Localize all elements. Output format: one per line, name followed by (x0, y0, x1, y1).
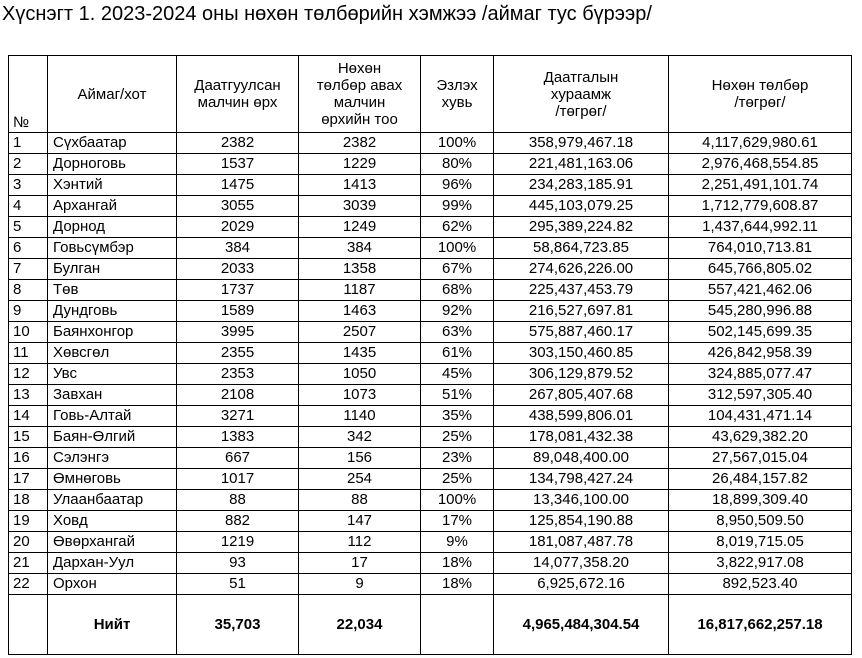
cell-premium: 234,283,185.91 (494, 175, 669, 196)
table-row (9, 280, 852, 301)
cell-claim: 156 (299, 448, 421, 469)
cell-premium: 178,081,432.38 (494, 427, 669, 448)
cell-premium: 13,346,100.00 (494, 490, 669, 511)
cell-number: 4 (9, 196, 48, 217)
cell-claim: 147 (299, 511, 421, 532)
cell-premium: 445,103,079.25 (494, 196, 669, 217)
cell-insured: 2382 (177, 133, 299, 154)
compensation-table (8, 55, 852, 655)
cell-share: 18% (421, 574, 494, 595)
cell-claim: 2382 (299, 133, 421, 154)
cell-share: 45% (421, 364, 494, 385)
cell-claim: 1229 (299, 154, 421, 175)
cell-payout: 426,842,958.39 (669, 343, 852, 364)
cell-claim: 1140 (299, 406, 421, 427)
cell-aimag: Баянхонгор (48, 322, 177, 343)
header-line: Даатгалын (543, 68, 619, 86)
table-row (9, 448, 852, 469)
header-line: өрхийн тоо (321, 111, 398, 128)
cell-aimag: Дундговь (48, 301, 177, 322)
cell-aimag: Увс (48, 364, 177, 385)
cell-claim: 384 (299, 238, 421, 259)
cell-payout: 502,145,699.35 (669, 322, 852, 343)
cell-number: 6 (9, 238, 48, 259)
header-line: төлбөр авах (316, 77, 403, 94)
cell-payout: 892,523.40 (669, 574, 852, 595)
header-line: хураамж (550, 85, 612, 103)
cell-claim: 1050 (299, 364, 421, 385)
cell-insured: 2029 (177, 217, 299, 238)
cell-claim: 254 (299, 469, 421, 490)
cell-aimag: Баян-Өлгий (48, 427, 177, 448)
cell-number: 20 (9, 532, 48, 553)
cell-premium: 6,925,672.16 (494, 574, 669, 595)
cell-insured: 2108 (177, 385, 299, 406)
header-line: Даатгуулсан (194, 77, 281, 94)
cell-claim: 17 (299, 553, 421, 574)
cell-aimag: Өвөрхангай (48, 532, 177, 553)
cell-premium: 295,389,224.82 (494, 217, 669, 238)
col-header-aimag: Аймаг/хот (48, 56, 177, 133)
cell-share: 67% (421, 259, 494, 280)
table-row (9, 343, 852, 364)
cell-premium: 267,805,407.68 (494, 385, 669, 406)
cell-claim: 9 (299, 574, 421, 595)
cell-number-empty (9, 595, 48, 655)
cell-share: 18% (421, 553, 494, 574)
table-row (9, 154, 852, 175)
cell-aimag: Төв (48, 280, 177, 301)
table-row (9, 196, 852, 217)
header-line: /төгрөг/ (555, 102, 607, 120)
cell-aimag: Завхан (48, 385, 177, 406)
cell-premium: 274,626,226.00 (494, 259, 669, 280)
table-row (9, 574, 852, 595)
cell-premium: 14,077,358.20 (494, 553, 669, 574)
cell-aimag: Дорноговь (48, 154, 177, 175)
cell-share: 9% (421, 532, 494, 553)
col-header-insured-households (177, 56, 299, 133)
cell-claim: 1413 (299, 175, 421, 196)
cell-insured: 3995 (177, 322, 299, 343)
cell-share: 100% (421, 238, 494, 259)
table-row (9, 238, 852, 259)
table-body (9, 133, 852, 595)
cell-claim: 1358 (299, 259, 421, 280)
table-row (9, 133, 852, 154)
table-row (9, 427, 852, 448)
cell-share: 25% (421, 469, 494, 490)
total-premium: 4,965,484,304.54 (494, 595, 669, 655)
cell-claim: 1249 (299, 217, 421, 238)
cell-aimag: Сэлэнгэ (48, 448, 177, 469)
cell-premium: 181,087,487.78 (494, 532, 669, 553)
table-row (9, 364, 852, 385)
cell-number: 1 (9, 133, 48, 154)
total-claim: 22,034 (299, 595, 421, 655)
cell-premium: 125,854,190.88 (494, 511, 669, 532)
cell-payout: 545,280,996.88 (669, 301, 852, 322)
cell-payout: 8,950,509.50 (669, 511, 852, 532)
cell-premium: 134,798,427.24 (494, 469, 669, 490)
total-label: Нийт (48, 595, 177, 655)
cell-aimag: Хөвсгөл (48, 343, 177, 364)
cell-share: 62% (421, 217, 494, 238)
cell-share: 96% (421, 175, 494, 196)
cell-claim: 1435 (299, 343, 421, 364)
header-line: малчин (333, 94, 386, 111)
cell-share: 100% (421, 133, 494, 154)
col-header-share (421, 56, 494, 133)
cell-claim: 342 (299, 427, 421, 448)
cell-insured: 2355 (177, 343, 299, 364)
cell-insured: 93 (177, 553, 299, 574)
cell-number: 18 (9, 490, 48, 511)
cell-number: 11 (9, 343, 48, 364)
col-header-claim-households (299, 56, 421, 133)
table-row (9, 259, 852, 280)
cell-share: 80% (421, 154, 494, 175)
cell-payout: 4,117,629,980.61 (669, 133, 852, 154)
table-caption: Хүснэгт 1. 2023-2024 оны нөхөн төлбөрийн хэмжээ /аймаг тус бүрээр/ (2, 3, 652, 25)
cell-aimag: Хэнтий (48, 175, 177, 196)
header-line: Нөхөн төлбөр (711, 77, 809, 94)
cell-share: 68% (421, 280, 494, 301)
cell-premium: 303,150,460.85 (494, 343, 669, 364)
cell-claim: 1073 (299, 385, 421, 406)
cell-premium: 221,481,163.06 (494, 154, 669, 175)
cell-number: 12 (9, 364, 48, 385)
total-row (9, 595, 852, 655)
table-row (9, 406, 852, 427)
header-line: малчин өрх (197, 94, 278, 111)
cell-payout: 324,885,077.47 (669, 364, 852, 385)
cell-insured: 1219 (177, 532, 299, 553)
cell-insured: 1589 (177, 301, 299, 322)
cell-insured: 3271 (177, 406, 299, 427)
cell-share: 92% (421, 301, 494, 322)
cell-aimag: Сүхбаатар (48, 133, 177, 154)
col-header-payout (669, 56, 852, 133)
cell-insured: 3055 (177, 196, 299, 217)
cell-aimag: Дорнод (48, 217, 177, 238)
cell-number: 3 (9, 175, 48, 196)
cell-number: 14 (9, 406, 48, 427)
header-line: хувь (441, 94, 473, 111)
cell-claim: 3039 (299, 196, 421, 217)
cell-number: 7 (9, 259, 48, 280)
cell-number: 8 (9, 280, 48, 301)
table-row (9, 553, 852, 574)
cell-payout: 557,421,462.06 (669, 280, 852, 301)
cell-insured: 882 (177, 511, 299, 532)
cell-payout: 312,597,305.40 (669, 385, 852, 406)
cell-insured: 1475 (177, 175, 299, 196)
cell-aimag: Говьсүмбэр (48, 238, 177, 259)
cell-number: 16 (9, 448, 48, 469)
table-row (9, 301, 852, 322)
cell-premium: 306,129,879.52 (494, 364, 669, 385)
cell-number: 13 (9, 385, 48, 406)
cell-share: 17% (421, 511, 494, 532)
cell-aimag: Ховд (48, 511, 177, 532)
header-line: Эзлэх (436, 77, 478, 94)
cell-premium: 438,599,806.01 (494, 406, 669, 427)
cell-share: 63% (421, 322, 494, 343)
cell-share: 51% (421, 385, 494, 406)
cell-number: 5 (9, 217, 48, 238)
table-row (9, 175, 852, 196)
total-share (421, 595, 494, 655)
cell-insured: 667 (177, 448, 299, 469)
cell-insured: 88 (177, 490, 299, 511)
cell-payout: 2,251,491,101.74 (669, 175, 852, 196)
cell-aimag: Дархан-Уул (48, 553, 177, 574)
cell-payout: 26,484,157.82 (669, 469, 852, 490)
cell-payout: 43,629,382.20 (669, 427, 852, 448)
table-row (9, 469, 852, 490)
cell-number: 19 (9, 511, 48, 532)
table-row (9, 322, 852, 343)
cell-claim: 112 (299, 532, 421, 553)
cell-share: 35% (421, 406, 494, 427)
cell-premium: 225,437,453.79 (494, 280, 669, 301)
cell-payout: 8,019,715.05 (669, 532, 852, 553)
table-row (9, 217, 852, 238)
cell-claim: 1463 (299, 301, 421, 322)
header-line: /төгрөг/ (734, 94, 786, 111)
cell-insured: 1017 (177, 469, 299, 490)
cell-premium: 58,864,723.85 (494, 238, 669, 259)
cell-share: 23% (421, 448, 494, 469)
table-row (9, 511, 852, 532)
cell-premium: 89,048,400.00 (494, 448, 669, 469)
cell-aimag: Орхон (48, 574, 177, 595)
cell-payout: 104,431,471.14 (669, 406, 852, 427)
cell-insured: 1737 (177, 280, 299, 301)
cell-number: 22 (9, 574, 48, 595)
cell-payout: 2,976,468,554.85 (669, 154, 852, 175)
cell-premium: 358,979,467.18 (494, 133, 669, 154)
cell-insured: 1383 (177, 427, 299, 448)
cell-premium: 575,887,460.17 (494, 322, 669, 343)
cell-insured: 51 (177, 574, 299, 595)
cell-number: 17 (9, 469, 48, 490)
cell-payout: 1,437,644,992.11 (669, 217, 852, 238)
cell-share: 61% (421, 343, 494, 364)
cell-payout: 3,822,917.08 (669, 553, 852, 574)
table-row (9, 490, 852, 511)
total-payout: 16,817,662,257.18 (669, 595, 852, 655)
table-row (9, 385, 852, 406)
cell-share: 100% (421, 490, 494, 511)
cell-insured: 384 (177, 238, 299, 259)
cell-aimag: Улаанбаатар (48, 490, 177, 511)
cell-share: 99% (421, 196, 494, 217)
total-insured: 35,703 (177, 595, 299, 655)
cell-number: 2 (9, 154, 48, 175)
cell-share: 25% (421, 427, 494, 448)
col-header-premium (494, 56, 669, 133)
cell-payout: 1,712,779,608.87 (669, 196, 852, 217)
table-row (9, 532, 852, 553)
cell-aimag: Говь-Алтай (48, 406, 177, 427)
cell-number: 21 (9, 553, 48, 574)
cell-payout: 764,010,713.81 (669, 238, 852, 259)
cell-aimag: Архангай (48, 196, 177, 217)
cell-payout: 27,567,015.04 (669, 448, 852, 469)
header-line: Нөхөн (337, 60, 382, 77)
cell-number: 10 (9, 322, 48, 343)
cell-claim: 88 (299, 490, 421, 511)
cell-aimag: Булган (48, 259, 177, 280)
cell-number: 9 (9, 301, 48, 322)
cell-aimag: Өмнөговь (48, 469, 177, 490)
cell-insured: 1537 (177, 154, 299, 175)
col-header-number: № (9, 56, 48, 133)
cell-claim: 2507 (299, 322, 421, 343)
cell-number: 15 (9, 427, 48, 448)
cell-insured: 2033 (177, 259, 299, 280)
header-row (9, 56, 852, 133)
cell-payout: 645,766,805.02 (669, 259, 852, 280)
cell-payout: 18,899,309.40 (669, 490, 852, 511)
cell-claim: 1187 (299, 280, 421, 301)
cell-insured: 2353 (177, 364, 299, 385)
cell-premium: 216,527,697.81 (494, 301, 669, 322)
